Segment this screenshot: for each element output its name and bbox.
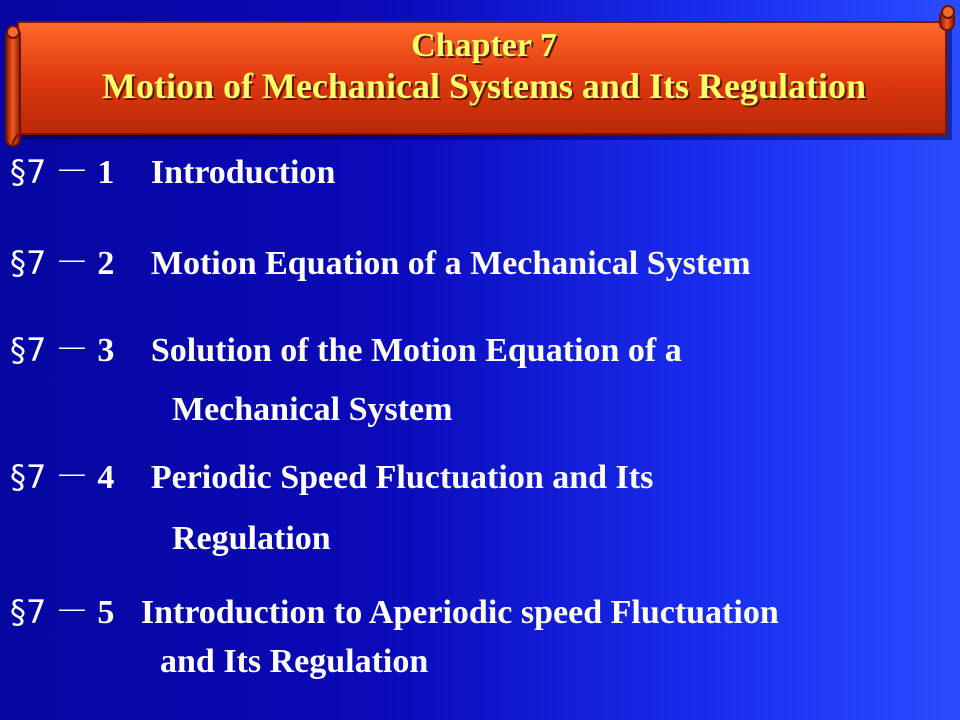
section-number: 5 — [97, 594, 115, 631]
section-prefix: §7 — [10, 331, 47, 369]
section-title: Introduction — [150, 154, 336, 191]
section-separator: － — [54, 459, 89, 496]
chapter-label: Chapter 7 — [411, 27, 557, 64]
section-title-continued: and Its Regulation — [160, 643, 429, 680]
section-title: Introduction to Aperiodic speed Fluctuation — [140, 594, 779, 631]
section-item-7-2 — [10, 243, 751, 284]
section-separator: － — [54, 332, 89, 369]
section-title: Periodic Speed Fluctuation and Its — [150, 459, 654, 496]
section-title-continued: Regulation — [172, 520, 331, 557]
section-item-7-1 — [10, 152, 335, 193]
section-number: 3 — [97, 332, 115, 369]
section-prefix: §7 — [10, 153, 47, 191]
section-prefix: §7 — [10, 458, 47, 496]
section-separator: － — [54, 245, 89, 282]
section-prefix: §7 — [10, 244, 47, 282]
section-item-7-3 — [10, 330, 682, 371]
section-number: 2 — [97, 245, 115, 282]
section-title: Motion Equation of a Mechanical System — [150, 245, 751, 282]
section-item-7-4 — [10, 457, 653, 498]
section-title-continued: Mechanical System — [172, 391, 453, 428]
section-number: 4 — [97, 459, 115, 496]
section-prefix: §7 — [10, 593, 47, 631]
section-title: Solution of the Motion Equation of a — [150, 332, 682, 369]
section-item-7-5 — [10, 592, 779, 633]
section-separator: － — [54, 154, 89, 191]
section-number: 1 — [97, 154, 115, 191]
chapter-title: Motion of Mechanical Systems and Its Regulation — [102, 66, 866, 106]
section-separator: － — [54, 594, 89, 631]
